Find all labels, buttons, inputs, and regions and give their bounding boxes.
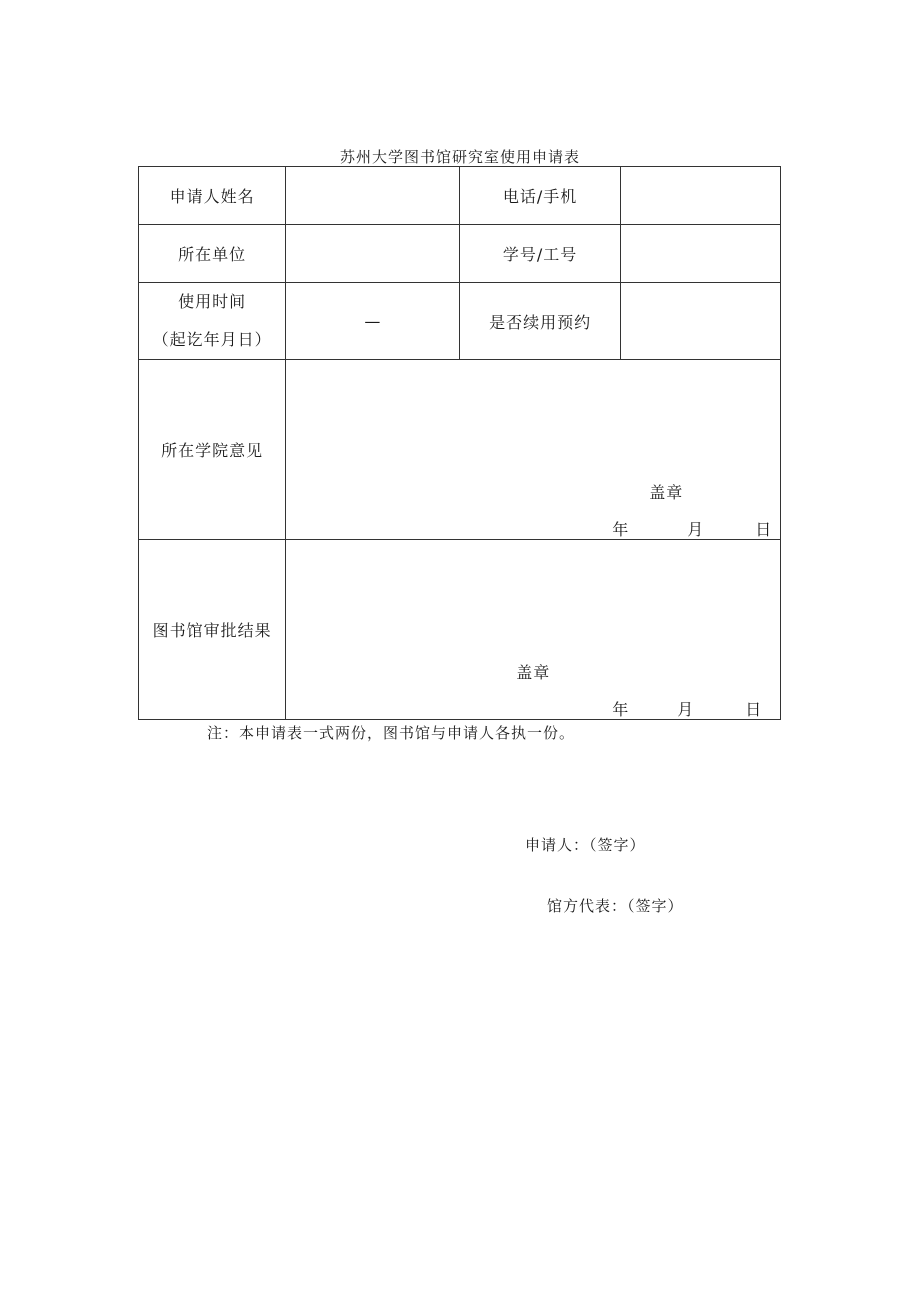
usage-time-label-line2: （起讫年月日） bbox=[152, 330, 272, 349]
row-college-opinion bbox=[139, 360, 781, 540]
college-opinion-label: 所在学院意见 bbox=[139, 360, 286, 540]
library-result-label: 图书馆审批结果 bbox=[139, 540, 286, 720]
renewal-label: 是否续用预约 bbox=[460, 283, 620, 360]
applicant-signature-line[interactable]: 申请人：（签字） bbox=[525, 836, 646, 854]
row-usage-time bbox=[139, 283, 781, 360]
phone-label: 电话/手机 bbox=[460, 167, 620, 225]
library-stamp-label: 盖章 bbox=[516, 663, 551, 682]
row-unit bbox=[139, 225, 781, 283]
library-rep-signature-line[interactable]: 馆方代表：（签字） bbox=[547, 897, 684, 915]
form-note: 注：本申请表一式两份，图书馆与申请人各执一份。 bbox=[207, 724, 576, 742]
library-date-year: 年 bbox=[612, 700, 630, 719]
usage-time-label bbox=[139, 283, 286, 360]
renewal-field[interactable] bbox=[620, 283, 780, 360]
library-date-day: 日 bbox=[745, 700, 763, 719]
usage-time-field[interactable]: — bbox=[286, 283, 460, 360]
form-title: 苏州大学图书馆研究室使用申请表 bbox=[339, 148, 580, 166]
college-stamp-label: 盖章 bbox=[649, 483, 684, 502]
unit-label: 所在单位 bbox=[139, 225, 286, 283]
usage-time-label-line1: 使用时间 bbox=[178, 292, 247, 311]
college-opinion-area[interactable] bbox=[286, 360, 781, 540]
id-label: 学号/工号 bbox=[460, 225, 620, 283]
college-date-month: 月 bbox=[687, 520, 705, 539]
college-date-day: 日 bbox=[755, 520, 773, 539]
application-form-table bbox=[138, 166, 781, 720]
row-library-result bbox=[139, 540, 781, 720]
library-result-area[interactable] bbox=[286, 540, 781, 720]
id-field[interactable] bbox=[620, 225, 780, 283]
unit-field[interactable] bbox=[286, 225, 460, 283]
phone-field[interactable] bbox=[620, 167, 780, 225]
row-applicant bbox=[139, 167, 781, 225]
applicant-name-field[interactable] bbox=[286, 167, 460, 225]
applicant-name-label: 申请人姓名 bbox=[139, 167, 286, 225]
college-date-year: 年 bbox=[612, 520, 630, 539]
library-date-month: 月 bbox=[677, 700, 695, 719]
